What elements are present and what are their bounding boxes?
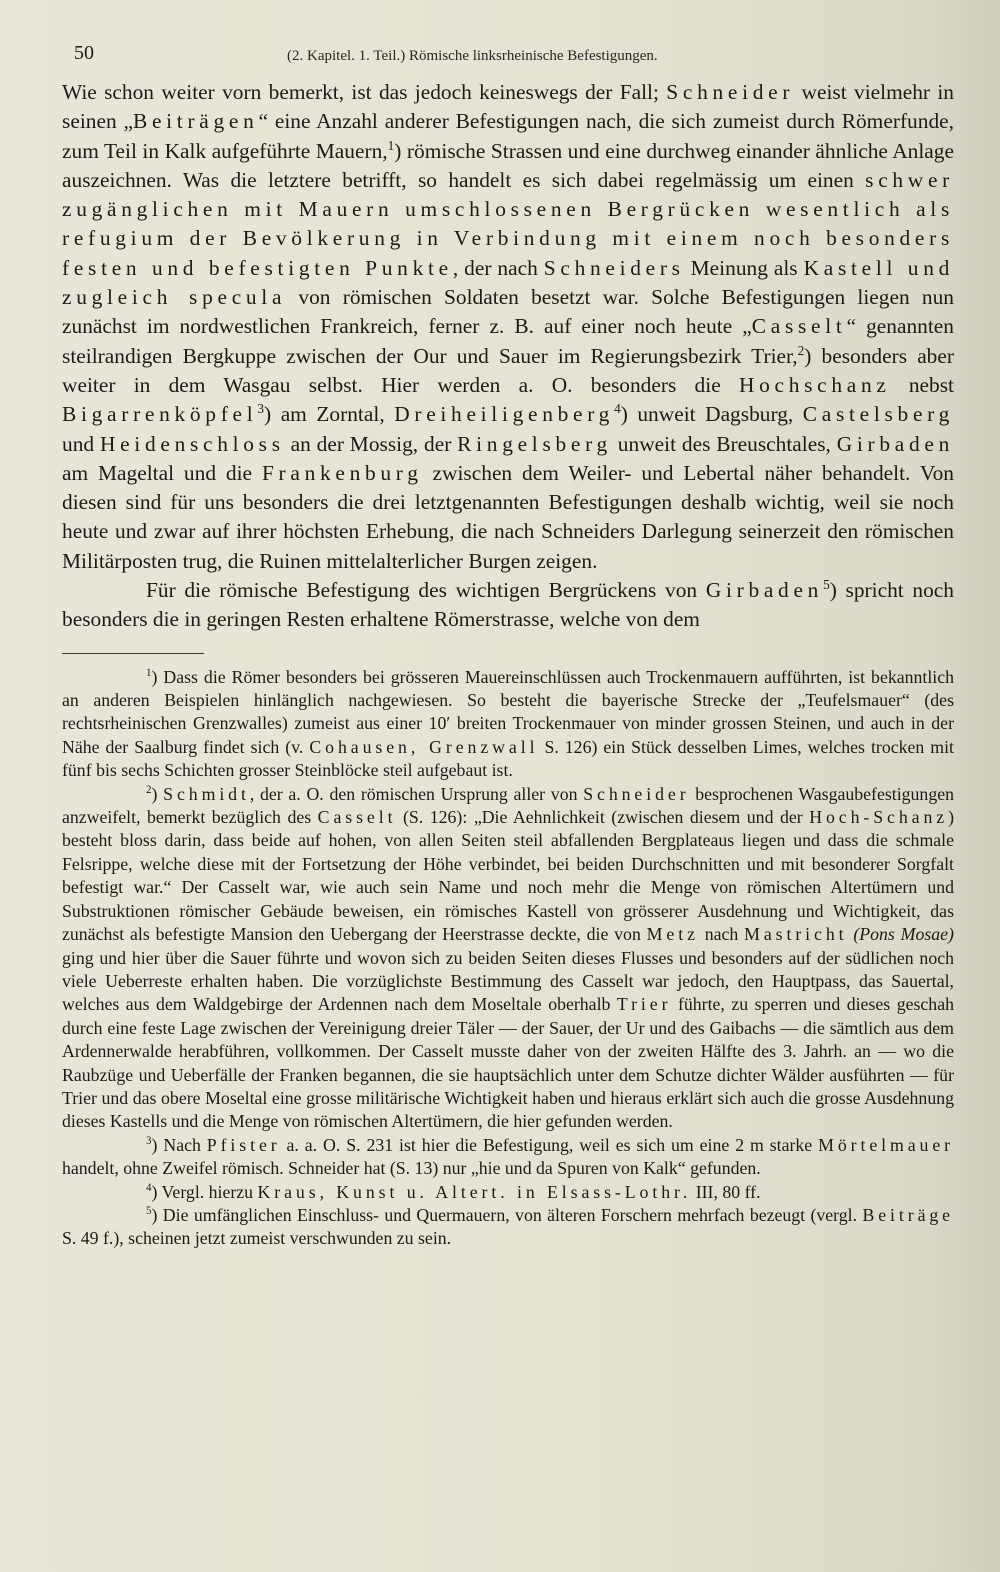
footnote-marker: 4 [146, 1181, 152, 1194]
text-run: ) am Zorntal, [264, 402, 395, 427]
spaced-text: Hoch-Schanz [809, 807, 949, 828]
text-run: a. a. O. S. 231 ist hier die Befestigung, weil es sich um eine 2 m starke [280, 1134, 819, 1155]
text-run: ) spricht noch besonders die in geringen Resten erhaltene Römerstrasse, welche von dem [62, 578, 955, 632]
text-run: am Mageltal und die [62, 460, 262, 485]
footnotes [62, 666, 954, 1251]
spaced-text: Girbaden [705, 578, 824, 603]
spaced-text: Hochschanz [738, 372, 891, 397]
spaced-text: Trier [616, 994, 672, 1015]
footnote-ref: 1 [387, 137, 395, 153]
footnote-marker: 1 [146, 666, 152, 679]
footnote-marker: 2 [146, 783, 152, 796]
text-run: ) Dass die Römer besonders bei grösseren Mauereinschlüssen auch Trockenmauern aufführten, ist bekanntlich an anderen Beispielen hinlänglich nachgewiesen. So besteht die bayerische Strecke der „Teufelsmauer“ (des rechtsrheinischen Grenzwalles) zumeist aus einer 10′ breiten Trockenmauer von minder grossen Steinen, und auch in der Nähe der Saalburg findet sich (v. [62, 666, 954, 757]
spaced-text: Beiträgen [132, 109, 259, 134]
text-run: zwischen dem Weiler- und Lebertal näher behandelt. Von diesen sind für uns besonders die drei letztgenannten Befestigungen deshalb wichtig, weil sie noch heute und zwar auf ihrer höchsten Erhebung, die nach Schneiders Darlegung seinerzeit den römischen Militärposten trug, die Ruinen mittelalterlicher Burgen zeigen. [62, 460, 954, 573]
text-run: weist vielmehr in seinen „ [62, 80, 954, 134]
footnote-ref: 5 [823, 576, 830, 592]
text-run: ging und hier über die Sauer führte und wovon sich zu beiden Seiten dieses Flusses und besonders auf der südlichen noch viele Ueberreste erhalten haben. Die vorzüglichste Bestimmung des Casselt war jedoch, den Hauptpass, das Sauertal, welches aus dem Waldgebirge der Ardennen nach dem Moseltale oberhalb [62, 947, 954, 1015]
spaced-text: Ringelsberg [457, 431, 612, 456]
text-run: S. 126) ein Stück desselben Limes, welches trocken mit fünf bis sechs Schichten grosser Steinblöcke steil aufgebaut ist. [62, 736, 954, 781]
footnote-marker: 3 [146, 1134, 152, 1147]
spaced-text: Castelsberg [802, 402, 954, 427]
text-run: , der nach [452, 255, 544, 280]
spaced-text: Beiträge [862, 1204, 954, 1225]
text-run: nebst [890, 372, 954, 397]
text-run: handelt, ohne Zweifel römisch. Schneider hat (S. 13) nur „hie und da Spuren von Kalk“ gefunden. [62, 1158, 761, 1179]
spaced-text: Schneider [583, 783, 690, 804]
text-run: ) unweit Dagsburg, [620, 402, 803, 427]
spaced-text: Schneider [666, 80, 795, 104]
paragraph-2 [62, 576, 954, 635]
text-run: (S. 126): „Die Aehnlichkeit (zwischen diesem und der [396, 807, 810, 828]
text-run: und [62, 431, 100, 456]
text-run: ) besteht bloss darin, dass beide auf hohen, von allen Seiten steil abfallenden Bergplateaus liegen und dass die schmale Felsrippe, welche diese mit der Fortsetzung der Höhe verbindet, bei beiden Durchschnitten und mit besonderer Sorgfalt befestigt war.“ Der Casselt war, wie auch sein Name und noch mehr die Menge von römischen Altertümern und Substruktionen römischer Gebäude beweisen, ein römisches Kastell von grösserer Ausdehnung und Wichtigkeit, das zunächst als befestigte Mansion den Uebergang der Heerstrasse deckte, die von [62, 807, 954, 945]
text-run: Wie schon weiter vorn bemerkt, ist das jedoch keineswegs der Fall; [62, 80, 667, 104]
footnote-4 [62, 1181, 954, 1204]
footnote-2 [62, 783, 954, 1134]
footnote-5 [62, 1204, 954, 1251]
spaced-text: Kraus, Kunst u. Altert. in Elsass-Lothr. [257, 1181, 692, 1202]
footnote-ref: 4 [614, 401, 621, 417]
text-run: nach [698, 924, 745, 945]
text-run: an der Mossig, der [284, 431, 458, 456]
spaced-text: Cohausen, Grenzwall [309, 736, 539, 757]
spaced-text: Frankenburg [261, 460, 423, 485]
footnote-ref: 3 [257, 401, 265, 417]
running-head: (2. Kapitel. 1. Teil.) Römische linksrheinische Befestigungen. [287, 48, 658, 64]
text-run: S. 49 f.), scheinen jetzt zumeist verschwunden zu sein. [62, 1228, 452, 1249]
footnote-separator [62, 653, 204, 654]
page-header [62, 38, 954, 78]
text-run: führte, zu sperren und dieses geschah durch eine feste Lage zwischen der Vereinigung dreier Täler — der Sauer, der Ur und des Gaibachs — die sämtlich aus dem Ardennerwalde herabführen, vollkommen. Der Casselt musste daher von der zweiten Hälfte des 3. Jahrh. an — wo die Raubzüge und Ueberfälle der Franken begannen, die sie hauptsächlich unter dem Schutze dichter Wälder ausführten — für Trier und das obere Moseltal eine grosse militärische Wichtigkeit haben und hieraus erklärt sich auch die grosse Ausdehnung dieses Kastells und die Menge von römischen Altertümern, die hier gefunden werden. [62, 994, 954, 1132]
spaced-text: Schmidt [163, 783, 250, 804]
text-run: Für die römische Befestigung des wichtigen Bergrückens von [146, 578, 706, 603]
spaced-text: Dreiheiligenberg [394, 402, 615, 427]
spaced-text: Bigarrenköpfel [62, 402, 258, 427]
footnote-1 [62, 666, 954, 783]
italic-text: (Pons Mosae) [853, 924, 954, 945]
text-run: unweit des Breuschtales, [611, 431, 837, 456]
text-run: ) Vergl. hierzu [151, 1181, 258, 1202]
text-run: Meinung als [684, 255, 804, 280]
spaced-text: Mörtelmauer [818, 1134, 955, 1155]
text-run: “ genannten steilrandigen Bergkuppe zwischen der Our und Sauer im Regierungsbezirk Trier, [62, 314, 954, 368]
text-run: besprochenen Wasgaubefestigungen anzweifelt, bemerkt bezüglich des [62, 783, 954, 828]
page-number: 50 [74, 42, 94, 64]
text-run: III, 80 ff. [691, 1181, 761, 1202]
paragraph-1 [62, 78, 954, 576]
text-run: ) [151, 783, 164, 804]
spaced-text: Schneiders [543, 255, 685, 280]
spaced-text: Pfister [206, 1134, 281, 1155]
footnote-ref: 2 [797, 342, 805, 358]
footnote-3 [62, 1134, 954, 1181]
spaced-text: Girbaden [836, 431, 955, 456]
spaced-text: Metz [646, 924, 699, 945]
main-text [62, 78, 954, 635]
text-run: ) römische Strassen und eine durchweg einander ähnliche Anlage auszeichnen. Was die letztere betrifft, so handelt es sich dabei regelmässig um einen [62, 138, 954, 192]
spaced-text: Casselt [317, 807, 397, 828]
spaced-text: Casselt [751, 314, 847, 339]
spaced-text: Mastricht [744, 924, 848, 945]
text-run: von römischen Soldaten besetzt war. Solche Befestigungen liegen nun zunächst im nordwestlichen Frankreich, ferner z. B. auf einer noch heute „ [62, 285, 954, 339]
text-run: ) Nach [151, 1134, 207, 1155]
text-run: ) Die umfänglichen Einschluss- und Quermauern, von älteren Forschern mehrfach bezeugt (vergl. [151, 1204, 863, 1225]
footnote-marker: 5 [146, 1205, 152, 1218]
text-run: , der a. O. den römischen Ursprung aller von [249, 783, 584, 804]
spaced-text: schwer zugänglichen mit Mauern umschlossenen Bergrücken wesentlich als refugium der Bevölkerung in Verbindung mit einem noch besonders festen und befestigten Punkte [62, 167, 954, 280]
text-run: “ eine Anzahl anderer Befestigungen nach, die sich zumeist durch Römerfunde, zum Teil in Kalk aufgeführte Mauern, [62, 109, 954, 163]
text-run: ) besonders aber weiter in dem Wasgau selbst. Hier werden a. O. besonders die [62, 343, 954, 397]
spaced-text: Heidenschloss [99, 431, 285, 456]
spaced-text: Kastell und zugleich specula [62, 255, 955, 310]
